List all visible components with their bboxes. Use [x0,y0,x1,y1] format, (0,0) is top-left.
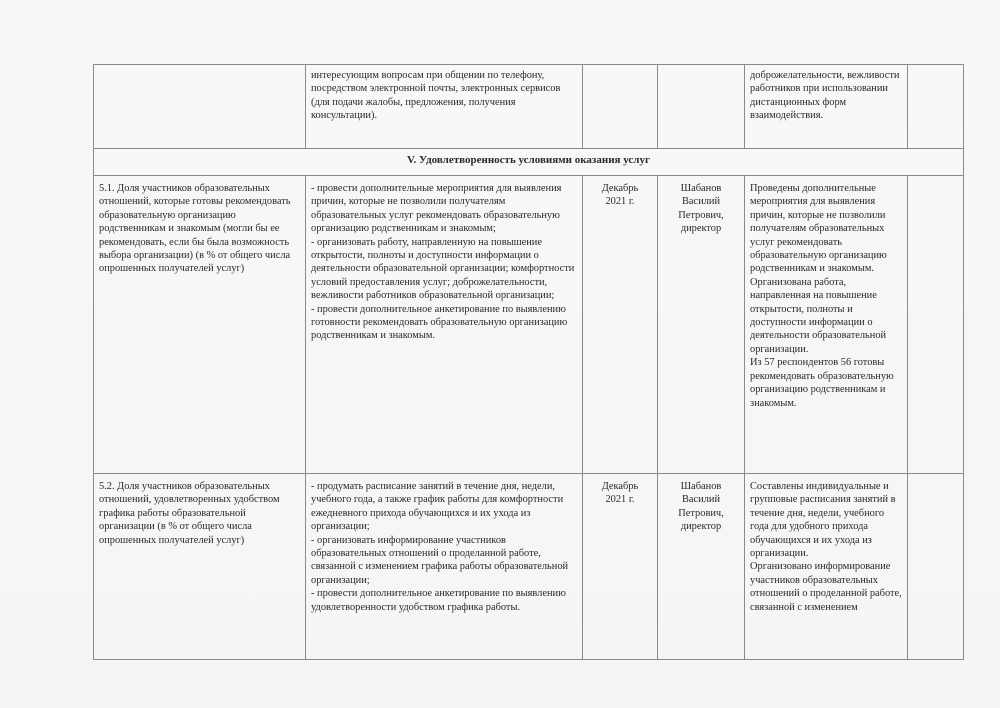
cell-criterion [94,65,306,149]
cell-actual-date [908,474,964,660]
table-row [94,176,964,474]
measure-item: - провести дополнительное анкетирование по выявлению удовлетворенности удобством графика работы. [311,588,566,613]
responsible-surname: Шабанов [680,183,722,194]
cell-measures [306,176,583,474]
responsible-position: директор [680,223,722,235]
responsible-surname: Шабанов [680,481,722,492]
cell-result: доброжелательности, вежливости работников при использовании дистанционных форм взаимодействия. [745,65,908,149]
deadline-year: 2021 г. [605,494,635,506]
result-item: Составлены индивидуальные и групповые расписания занятий в течение дня, недели, учебного года для удобного прихода обучающихся и их ухода из организации. [750,481,896,560]
cell-measures: интересующим вопросам при общении по телефону, посредством электронной почты, электронных сервисов (для подачи жалобы, предложения, получения консультации). [306,65,583,149]
cell-actual-date [908,176,964,474]
table-row [94,474,964,660]
cell-result [745,176,908,474]
responsible-name: Василий [681,196,721,208]
measure-item: - провести дополнительные мероприятия для выявления причин, которые не позволили получателям образовательных услуг рекомендовать образовательную организацию родственникам и знакомым; [311,183,562,235]
measure-item: - продумать расписание занятий в течение дня, недели, учебного года, а также график работы для комфортности ежедневного прихода обучающихся и их ухода из организации; [311,481,564,533]
result-item: Организована работа, направленная на повышение открытости, полноты и доступности информации о деятельности образовательной организации. [750,276,887,355]
responsible-position: директор [680,521,722,533]
cell-responsible [658,65,745,149]
result-item: Организовано информирование участников образовательных отношений о проделанной работе, связанной с изменением [750,561,902,613]
cell-criterion: 5.1. Доля участников образовательных отношений, которые готовы рекомендовать образовательную организацию родственникам и знакомым (могли бы ее рекомендовать, если бы была возможность выбора организации) (в % от общего числа опрошенных получателей услуг) [94,176,306,474]
cell-deadline [583,176,658,474]
result-item: Проведены дополнительные мероприятия для выявления причин, которые не позволили получателям образовательных услуг рекомендовать образовательную организацию родственникам и знакомым. [750,183,887,275]
cell-result [745,474,908,660]
result-item: Из 57 респондентов 56 готовы рекомендовать образовательную организацию родственникам и знакомым. [750,357,894,409]
responsible-patronymic: Петрович, [678,209,724,221]
cell-criterion: 5.2. Доля участников образовательных отношений, удовлетворенных удобством графика работы образовательной организации (в % от общего числа опрошенных получателей услуг) [94,474,306,660]
cell-deadline [583,474,658,660]
section-title: V. Удовлетворенность условиями оказания услуг [94,149,964,176]
deadline-month: Декабрь [601,183,639,194]
measure-item: - организовать информирование участников образовательных отношений о проделанной работе, связанной с изменением графика работы образовательной организации; [311,534,569,586]
cell-measures [306,474,583,660]
cell-deadline [583,65,658,149]
cell-responsible [658,176,745,474]
responsible-name: Василий [681,494,721,506]
measure-item: - провести дополнительное анкетирование по выявлению готовности рекомендовать образовательную организацию родственникам и знакомым. [311,303,568,342]
responsible-patronymic: Петрович, [678,507,724,519]
deadline-year: 2021 г. [605,196,635,208]
measure-item: - организовать работу, направленную на повышение открытости, полноты и доступности информации о деятельности образовательной организации; комфортности условий предоставления услуг; доброжелательности, вежливости работников образовательной организации; [311,236,575,302]
improvement-plan-table [93,64,964,660]
cell-actual-date [908,65,964,149]
section-header-row [94,149,964,176]
deadline-month: Декабрь [601,481,639,492]
table-row-continuation [94,65,964,149]
cell-responsible [658,474,745,660]
